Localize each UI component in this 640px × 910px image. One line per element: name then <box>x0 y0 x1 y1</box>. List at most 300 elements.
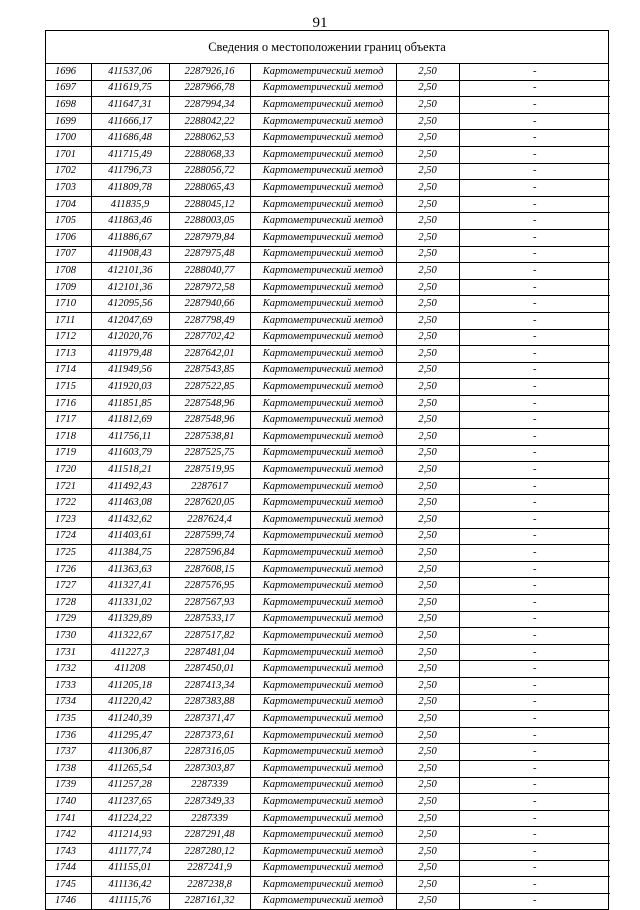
x-coordinate: 412101,36 <box>91 279 169 296</box>
x-coordinate: 411257,28 <box>91 777 169 794</box>
point-number: 1745 <box>46 877 91 894</box>
table-row <box>46 877 610 894</box>
x-coordinate: 411327,41 <box>91 578 169 595</box>
accuracy: 2,50 <box>396 395 459 412</box>
accuracy: 2,50 <box>396 379 459 396</box>
accuracy: 2,50 <box>396 196 459 213</box>
x-coordinate: 411227,3 <box>91 644 169 661</box>
point-number: 1705 <box>46 213 91 230</box>
accuracy: 2,50 <box>396 677 459 694</box>
y-coordinate: 2287979,84 <box>169 229 250 246</box>
point-number: 1720 <box>46 462 91 479</box>
x-coordinate: 411155,01 <box>91 860 169 877</box>
y-coordinate: 2287238,8 <box>169 877 250 894</box>
method: Картометрический метод <box>250 246 396 263</box>
table-title: Сведения о местоположении границ объекта <box>46 31 608 64</box>
description: - <box>459 246 610 263</box>
table-row <box>46 578 610 595</box>
description: - <box>459 677 610 694</box>
point-number: 1713 <box>46 346 91 363</box>
point-number: 1697 <box>46 80 91 97</box>
point-number: 1712 <box>46 329 91 346</box>
method: Картометрический метод <box>250 595 396 612</box>
description: - <box>459 97 610 114</box>
accuracy: 2,50 <box>396 113 459 130</box>
point-number: 1740 <box>46 794 91 811</box>
point-number: 1733 <box>46 677 91 694</box>
y-coordinate: 2287596,84 <box>169 545 250 562</box>
method: Картометрический метод <box>250 229 396 246</box>
method: Картометрический метод <box>250 794 396 811</box>
description: - <box>459 611 610 628</box>
description: - <box>459 744 610 761</box>
x-coordinate: 411603,79 <box>91 445 169 462</box>
point-number: 1732 <box>46 661 91 678</box>
method: Картометрический метод <box>250 661 396 678</box>
x-coordinate: 411949,56 <box>91 362 169 379</box>
point-number: 1703 <box>46 180 91 197</box>
accuracy: 2,50 <box>396 329 459 346</box>
y-coordinate: 2287339 <box>169 777 250 794</box>
y-coordinate: 2287548,96 <box>169 412 250 429</box>
accuracy: 2,50 <box>396 246 459 263</box>
method: Картометрический метод <box>250 578 396 595</box>
y-coordinate: 2287926,16 <box>169 64 250 80</box>
x-coordinate: 411619,75 <box>91 80 169 97</box>
method: Картометрический метод <box>250 113 396 130</box>
accuracy: 2,50 <box>396 893 459 909</box>
accuracy: 2,50 <box>396 661 459 678</box>
description: - <box>459 229 610 246</box>
method: Картометрический метод <box>250 727 396 744</box>
table-row <box>46 611 610 628</box>
table-row <box>46 528 610 545</box>
table-row <box>46 561 610 578</box>
point-number: 1698 <box>46 97 91 114</box>
description: - <box>459 595 610 612</box>
accuracy: 2,50 <box>396 462 459 479</box>
method: Картометрический метод <box>250 827 396 844</box>
table-row <box>46 296 610 313</box>
method: Картометрический метод <box>250 445 396 462</box>
table-row <box>46 180 610 197</box>
table-row <box>46 711 610 728</box>
y-coordinate: 2288042,22 <box>169 113 250 130</box>
accuracy: 2,50 <box>396 810 459 827</box>
description: - <box>459 545 610 562</box>
method: Картометрический метод <box>250 777 396 794</box>
y-coordinate: 2287642,01 <box>169 346 250 363</box>
x-coordinate: 411908,43 <box>91 246 169 263</box>
y-coordinate: 2288056,72 <box>169 163 250 180</box>
method: Картометрический метод <box>250 379 396 396</box>
method: Картометрический метод <box>250 677 396 694</box>
x-coordinate: 411322,67 <box>91 628 169 645</box>
table-row <box>46 445 610 462</box>
point-number: 1738 <box>46 760 91 777</box>
x-coordinate: 411863,46 <box>91 213 169 230</box>
method: Картометрический метод <box>250 196 396 213</box>
description: - <box>459 395 610 412</box>
accuracy: 2,50 <box>396 445 459 462</box>
point-number: 1742 <box>46 827 91 844</box>
y-coordinate: 2287543,85 <box>169 362 250 379</box>
accuracy: 2,50 <box>396 412 459 429</box>
table-row <box>46 462 610 479</box>
description: - <box>459 628 610 645</box>
table-row <box>46 80 610 97</box>
table-row <box>46 644 610 661</box>
y-coordinate: 2287522,85 <box>169 379 250 396</box>
point-number: 1736 <box>46 727 91 744</box>
accuracy: 2,50 <box>396 711 459 728</box>
accuracy: 2,50 <box>396 628 459 645</box>
point-number: 1739 <box>46 777 91 794</box>
x-coordinate: 411403,61 <box>91 528 169 545</box>
table-row <box>46 379 610 396</box>
method: Картометрический метод <box>250 877 396 894</box>
y-coordinate: 2287576,95 <box>169 578 250 595</box>
description: - <box>459 478 610 495</box>
x-coordinate: 411715,49 <box>91 146 169 163</box>
description: - <box>459 462 610 479</box>
table-row <box>46 346 610 363</box>
accuracy: 2,50 <box>396 827 459 844</box>
method: Картометрический метод <box>250 80 396 97</box>
method: Картометрический метод <box>250 810 396 827</box>
table-row <box>46 213 610 230</box>
point-number: 1702 <box>46 163 91 180</box>
description: - <box>459 445 610 462</box>
description: - <box>459 711 610 728</box>
description: - <box>459 80 610 97</box>
x-coordinate: 411220,42 <box>91 694 169 711</box>
point-number: 1706 <box>46 229 91 246</box>
y-coordinate: 2288062,53 <box>169 130 250 147</box>
y-coordinate: 2287349,33 <box>169 794 250 811</box>
x-coordinate: 411835,9 <box>91 196 169 213</box>
y-coordinate: 2288003,05 <box>169 213 250 230</box>
description: - <box>459 196 610 213</box>
accuracy: 2,50 <box>396 163 459 180</box>
table-row <box>46 163 610 180</box>
y-coordinate: 2287517,82 <box>169 628 250 645</box>
point-number: 1744 <box>46 860 91 877</box>
point-number: 1708 <box>46 263 91 280</box>
y-coordinate: 2287548,96 <box>169 395 250 412</box>
y-coordinate: 2288045,12 <box>169 196 250 213</box>
accuracy: 2,50 <box>396 478 459 495</box>
description: - <box>459 528 610 545</box>
page-number: 91 <box>312 15 328 31</box>
table-row <box>46 810 610 827</box>
description: - <box>459 877 610 894</box>
table-row <box>46 777 610 794</box>
x-coordinate: 411295,47 <box>91 727 169 744</box>
method: Картометрический метод <box>250 130 396 147</box>
table-row <box>46 794 610 811</box>
table-row <box>46 196 610 213</box>
table-row <box>46 661 610 678</box>
table-row <box>46 146 610 163</box>
x-coordinate: 411363,63 <box>91 561 169 578</box>
method: Картометрический метод <box>250 528 396 545</box>
y-coordinate: 2287599,74 <box>169 528 250 545</box>
accuracy: 2,50 <box>396 97 459 114</box>
x-coordinate: 411432,62 <box>91 512 169 529</box>
method: Картометрический метод <box>250 97 396 114</box>
x-coordinate: 411979,48 <box>91 346 169 363</box>
description: - <box>459 346 610 363</box>
method: Картометрический метод <box>250 163 396 180</box>
x-coordinate: 411384,75 <box>91 545 169 562</box>
description: - <box>459 843 610 860</box>
y-coordinate: 2287966,78 <box>169 80 250 97</box>
x-coordinate: 411136,42 <box>91 877 169 894</box>
x-coordinate: 412095,56 <box>91 296 169 313</box>
table-row <box>46 512 610 529</box>
boundary-table-sheet <box>45 30 609 910</box>
description: - <box>459 163 610 180</box>
method: Картометрический метод <box>250 744 396 761</box>
point-number: 1730 <box>46 628 91 645</box>
point-number: 1716 <box>46 395 91 412</box>
description: - <box>459 362 610 379</box>
accuracy: 2,50 <box>396 860 459 877</box>
point-number: 1743 <box>46 843 91 860</box>
y-coordinate: 2287617 <box>169 478 250 495</box>
accuracy: 2,50 <box>396 578 459 595</box>
x-coordinate: 411237,65 <box>91 794 169 811</box>
x-coordinate: 411647,31 <box>91 97 169 114</box>
table-row <box>46 478 610 495</box>
table-row <box>46 744 610 761</box>
table-row <box>46 760 610 777</box>
description: - <box>459 495 610 512</box>
method: Картометрический метод <box>250 213 396 230</box>
y-coordinate: 2287972,58 <box>169 279 250 296</box>
point-number: 1700 <box>46 130 91 147</box>
table-row <box>46 97 610 114</box>
x-coordinate: 411329,89 <box>91 611 169 628</box>
point-number: 1727 <box>46 578 91 595</box>
table-row <box>46 64 610 80</box>
method: Картометрический метод <box>250 429 396 446</box>
x-coordinate: 411331,02 <box>91 595 169 612</box>
accuracy: 2,50 <box>396 130 459 147</box>
table-row <box>46 843 610 860</box>
accuracy: 2,50 <box>396 694 459 711</box>
description: - <box>459 644 610 661</box>
method: Картометрический метод <box>250 412 396 429</box>
point-number: 1728 <box>46 595 91 612</box>
method: Картометрический метод <box>250 628 396 645</box>
description: - <box>459 893 610 909</box>
y-coordinate: 2287994,34 <box>169 97 250 114</box>
y-coordinate: 2288040,77 <box>169 263 250 280</box>
accuracy: 2,50 <box>396 64 459 80</box>
method: Картометрический метод <box>250 64 396 80</box>
description: - <box>459 561 610 578</box>
point-number: 1729 <box>46 611 91 628</box>
accuracy: 2,50 <box>396 362 459 379</box>
x-coordinate: 411214,93 <box>91 827 169 844</box>
y-coordinate: 2287339 <box>169 810 250 827</box>
y-coordinate: 2287291,48 <box>169 827 250 844</box>
method: Картометрический метод <box>250 711 396 728</box>
point-number: 1726 <box>46 561 91 578</box>
method: Картометрический метод <box>250 329 396 346</box>
y-coordinate: 2287624,4 <box>169 512 250 529</box>
y-coordinate: 2287373,61 <box>169 727 250 744</box>
description: - <box>459 760 610 777</box>
accuracy: 2,50 <box>396 744 459 761</box>
table-row <box>46 279 610 296</box>
table-row <box>46 229 610 246</box>
description: - <box>459 578 610 595</box>
description: - <box>459 130 610 147</box>
x-coordinate: 411518,21 <box>91 462 169 479</box>
table-row <box>46 495 610 512</box>
point-number: 1737 <box>46 744 91 761</box>
table-row <box>46 727 610 744</box>
accuracy: 2,50 <box>396 512 459 529</box>
description: - <box>459 810 610 827</box>
accuracy: 2,50 <box>396 644 459 661</box>
table-row <box>46 362 610 379</box>
description: - <box>459 296 610 313</box>
boundary-points-table <box>46 64 610 909</box>
point-number: 1711 <box>46 312 91 329</box>
accuracy: 2,50 <box>396 545 459 562</box>
accuracy: 2,50 <box>396 279 459 296</box>
x-coordinate: 412020,76 <box>91 329 169 346</box>
accuracy: 2,50 <box>396 595 459 612</box>
y-coordinate: 2287798,49 <box>169 312 250 329</box>
point-number: 1707 <box>46 246 91 263</box>
point-number: 1721 <box>46 478 91 495</box>
accuracy: 2,50 <box>396 611 459 628</box>
description: - <box>459 794 610 811</box>
x-coordinate: 411265,54 <box>91 760 169 777</box>
y-coordinate: 2288065,43 <box>169 180 250 197</box>
y-coordinate: 2287567,93 <box>169 595 250 612</box>
table-row <box>46 130 610 147</box>
table-row <box>46 694 610 711</box>
method: Картометрический метод <box>250 843 396 860</box>
table-row <box>46 429 610 446</box>
description: - <box>459 146 610 163</box>
accuracy: 2,50 <box>396 146 459 163</box>
x-coordinate: 411537,06 <box>91 64 169 80</box>
table-row <box>46 263 610 280</box>
accuracy: 2,50 <box>396 495 459 512</box>
method: Картометрический метод <box>250 611 396 628</box>
point-number: 1717 <box>46 412 91 429</box>
accuracy: 2,50 <box>396 777 459 794</box>
description: - <box>459 379 610 396</box>
table-row <box>46 329 610 346</box>
description: - <box>459 180 610 197</box>
x-coordinate: 411306,87 <box>91 744 169 761</box>
description: - <box>459 512 610 529</box>
table-row <box>46 860 610 877</box>
point-number: 1718 <box>46 429 91 446</box>
description: - <box>459 694 610 711</box>
point-number: 1735 <box>46 711 91 728</box>
x-coordinate: 411492,43 <box>91 478 169 495</box>
y-coordinate: 2287241,9 <box>169 860 250 877</box>
table-row <box>46 395 610 412</box>
method: Картометрический метод <box>250 362 396 379</box>
y-coordinate: 2287975,48 <box>169 246 250 263</box>
description: - <box>459 329 610 346</box>
y-coordinate: 2287316,05 <box>169 744 250 761</box>
description: - <box>459 213 610 230</box>
method: Картометрический метод <box>250 180 396 197</box>
y-coordinate: 2287481,04 <box>169 644 250 661</box>
method: Картометрический метод <box>250 296 396 313</box>
description: - <box>459 64 610 80</box>
x-coordinate: 411205,18 <box>91 677 169 694</box>
point-number: 1701 <box>46 146 91 163</box>
description: - <box>459 412 610 429</box>
x-coordinate: 411812,69 <box>91 412 169 429</box>
y-coordinate: 2287450,01 <box>169 661 250 678</box>
point-number: 1696 <box>55 65 76 77</box>
table-row <box>46 113 610 130</box>
table-row <box>46 677 610 694</box>
x-coordinate: 411208 <box>91 661 169 678</box>
y-coordinate: 2287383,88 <box>169 694 250 711</box>
y-coordinate: 2287533,17 <box>169 611 250 628</box>
x-coordinate: 411177,74 <box>91 843 169 860</box>
y-coordinate: 2287371,47 <box>169 711 250 728</box>
accuracy: 2,50 <box>396 877 459 894</box>
accuracy: 2,50 <box>396 346 459 363</box>
y-coordinate: 2287702,42 <box>169 329 250 346</box>
y-coordinate: 2287538,81 <box>169 429 250 446</box>
accuracy: 2,50 <box>396 528 459 545</box>
x-coordinate: 411851,85 <box>91 395 169 412</box>
point-number: 1746 <box>46 893 91 909</box>
point-number: 1715 <box>46 379 91 396</box>
method: Картометрический метод <box>250 694 396 711</box>
x-coordinate: 411240,39 <box>91 711 169 728</box>
method: Картометрический метод <box>250 760 396 777</box>
description: - <box>459 860 610 877</box>
table-row <box>46 246 610 263</box>
x-coordinate: 411463,08 <box>91 495 169 512</box>
y-coordinate: 2287303,87 <box>169 760 250 777</box>
description: - <box>459 429 610 446</box>
method: Картометрический метод <box>250 395 396 412</box>
accuracy: 2,50 <box>396 263 459 280</box>
method: Картометрический метод <box>250 512 396 529</box>
accuracy: 2,50 <box>396 80 459 97</box>
table-row <box>46 412 610 429</box>
accuracy: 2,50 <box>396 312 459 329</box>
description: - <box>459 113 610 130</box>
x-coordinate: 411920,03 <box>91 379 169 396</box>
description: - <box>459 263 610 280</box>
accuracy: 2,50 <box>396 429 459 446</box>
method: Картометрический метод <box>250 644 396 661</box>
point-number: 1709 <box>46 279 91 296</box>
accuracy: 2,50 <box>396 760 459 777</box>
y-coordinate: 2287280,12 <box>169 843 250 860</box>
x-coordinate: 411666,17 <box>91 113 169 130</box>
